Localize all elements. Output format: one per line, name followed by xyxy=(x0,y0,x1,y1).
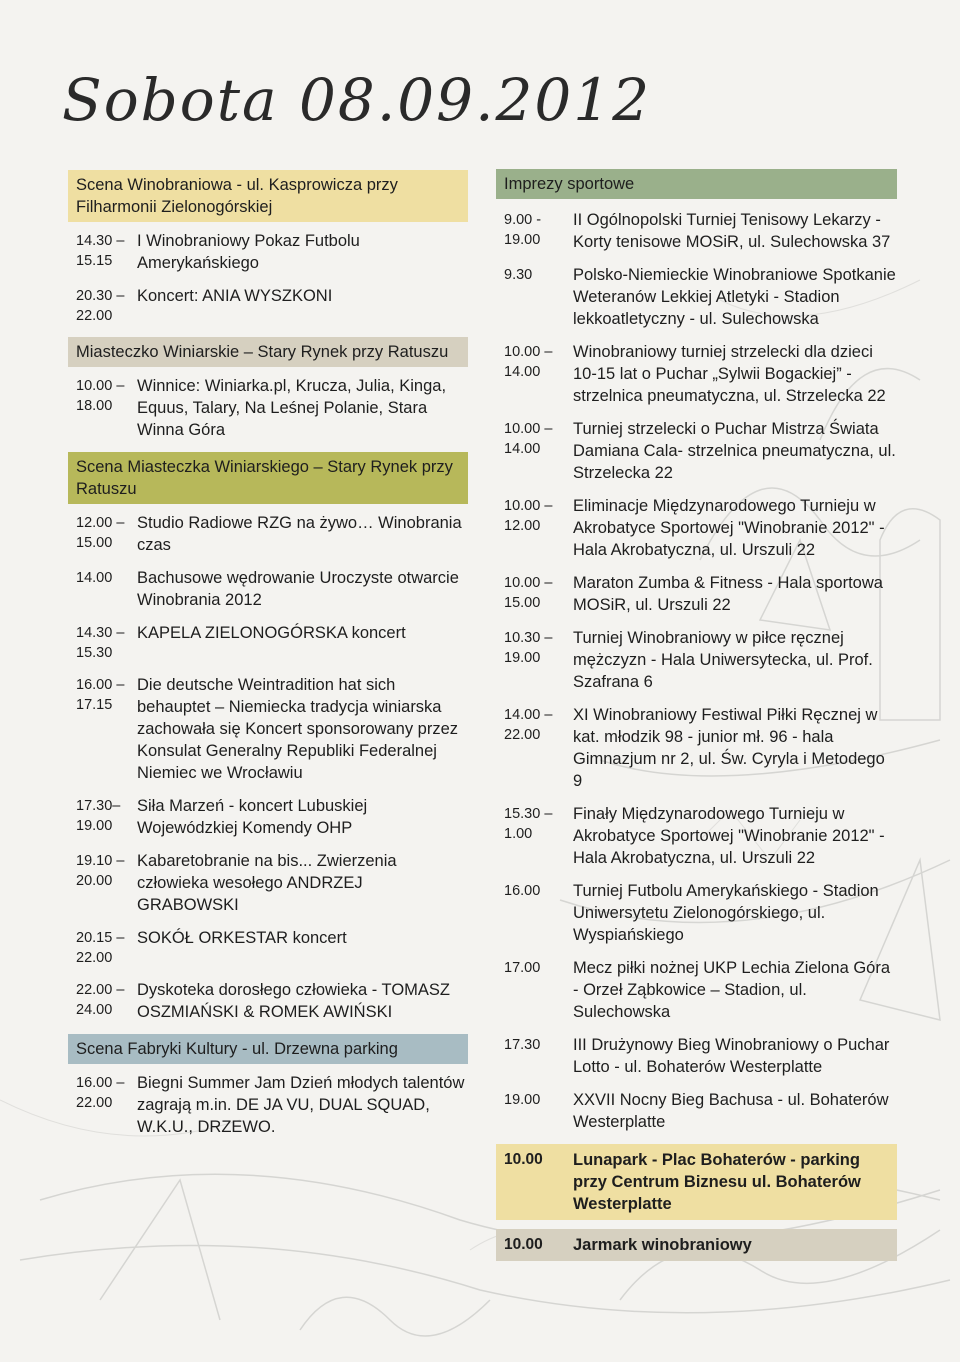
event-time-line: 22.00 xyxy=(76,308,113,324)
event-description: Die deutsche Weintradition hat sich behauptet – Niemiecka tradycja winiarska zachowała się Koncert sponsorowany przez Konsulat Generalny Republiki Federalnej Niemiec we Wrocławiu xyxy=(137,676,459,782)
event-time xyxy=(68,979,137,1023)
event-description: Polsko-Niemieckie Winobraniowe Spotkanie Weteranów Lekkiej Atletyki - Stadion lekkoatletyczny - ul. Sulechowska xyxy=(573,266,896,328)
event-description: III Drużynowy Bieg Winobraniowy o Puchar Lotto - ul. Bohaterów Westerplatte xyxy=(573,1036,890,1076)
event-row xyxy=(496,880,897,946)
event-time-line: 10.30 – xyxy=(504,630,553,646)
event-time-line: 10.00 – xyxy=(76,378,125,394)
event-time xyxy=(68,567,137,611)
event-time-line: 22.00 xyxy=(504,727,541,743)
event-row xyxy=(496,209,897,253)
event-time-line: 19.00 xyxy=(504,650,541,666)
event-time xyxy=(68,512,137,556)
event-time-line: 19.00 xyxy=(76,818,113,834)
section-header: Scena Fabryki Kultury - ul. Drzewna parking xyxy=(68,1034,468,1064)
event-time-line: 15.15 xyxy=(76,253,113,269)
highlight-time: 10.00 xyxy=(504,1151,543,1168)
event-row xyxy=(68,850,468,916)
event-row xyxy=(68,622,468,663)
event-time xyxy=(496,803,573,869)
event-description: Finały Międzynarodowego Turnieju w Akrobatyce Sportowej "Winobranie 2012" - Hala Akrobatyczna, ul. Urszuli 22 xyxy=(573,805,885,867)
event-row xyxy=(68,230,468,274)
event-time-line: 14.00 xyxy=(504,364,541,380)
left-column xyxy=(68,170,468,1149)
event-time xyxy=(496,1034,573,1078)
event-time-line: 16.00 – xyxy=(76,677,125,693)
event-time-line: 15.30 – xyxy=(504,806,553,822)
event-description: Eliminacje Międzynarodowego Turnieju w Akrobatyce Sportowej "Winobranie 2012" - Hala Akrobatyczna, ul. Urszuli 22 xyxy=(573,497,885,559)
event-time-line: 24.00 xyxy=(76,1002,113,1018)
event-row xyxy=(496,495,897,561)
event-time-line: 15.30 xyxy=(76,645,113,661)
event-time xyxy=(68,795,137,839)
event-row xyxy=(496,1089,897,1133)
event-row xyxy=(68,674,468,784)
event-time-line: 14.30 – xyxy=(76,625,125,641)
page-title: Sobota 08.09.2012 xyxy=(62,66,652,134)
event-time-line: 22.00 xyxy=(76,950,113,966)
event-time-line: 12.00 xyxy=(504,518,541,534)
event-time-line: 20.15 – xyxy=(76,930,125,946)
event-time xyxy=(68,927,137,968)
event-description: Bachusowe wędrowanie Uroczyste otwarcie Winobrania 2012 xyxy=(137,569,459,609)
event-time-line: 14.00 xyxy=(76,570,113,586)
event-time xyxy=(496,572,573,616)
event-time-line: 15.00 xyxy=(504,595,541,611)
event-description: Koncert: ANIA WYSZKONI xyxy=(137,287,333,305)
event-row xyxy=(496,704,897,792)
highlight-description: Jarmark winobraniowy xyxy=(573,1236,752,1254)
event-description: Biegni Summer Jam Dzień młodych talentów zagrają m.in. DE JA VU, DUAL SQUAD, W.K.U., DRZEWO. xyxy=(137,1074,465,1136)
event-row xyxy=(496,264,897,330)
event-description: Winobraniowy turniej strzelecki dla dzieci 10-15 lat o Puchar „Sylwii Bogackiej” - strzelnica pneumatyczna, ul. Strzelecka 22 xyxy=(573,343,886,405)
event-description: Winnice: Winiarka.pl, Krucza, Julia, Kinga, Equus, Talary, Na Leśnej Polanie, Stara Winna Góra xyxy=(137,377,447,439)
event-description: Kabaretobranie na bis... Zwierzenia człowieka wesołego ANDRZEJ GRABOWSKI xyxy=(137,852,397,914)
section-header: Miasteczko Winiarskie – Stary Rynek przy Ratuszu xyxy=(68,337,468,367)
event-row xyxy=(496,627,897,693)
event-time xyxy=(68,285,137,326)
highlight-row xyxy=(496,1144,897,1220)
event-time xyxy=(496,704,573,792)
event-row xyxy=(68,512,468,556)
event-time xyxy=(496,418,573,484)
event-time-line: 14.00 xyxy=(504,441,541,457)
event-time-line: 1.00 xyxy=(504,826,533,842)
event-time xyxy=(68,230,137,274)
event-row xyxy=(68,927,468,968)
right-column xyxy=(496,169,897,1270)
sports-header: Imprezy sportowe xyxy=(496,169,897,199)
highlight-row xyxy=(496,1229,897,1261)
event-time xyxy=(68,375,137,441)
event-time xyxy=(68,622,137,663)
event-time-line: 17.00 xyxy=(504,960,541,976)
event-time xyxy=(496,495,573,561)
event-time-line: 16.00 xyxy=(504,883,541,899)
event-description: KAPELA ZIELONOGÓRSKA koncert xyxy=(137,624,406,642)
highlight-description: Lunapark - Plac Bohaterów - parking przy Centrum Biznesu ul. Bohaterów Westerplatte xyxy=(573,1151,861,1213)
event-description: Maraton Zumba & Fitness - Hala sportowa MOSiR, ul. Urszuli 22 xyxy=(573,574,883,614)
event-description: II Ogólnopolski Turniej Tenisowy Lekarzy - Korty tenisowe MOSiR, ul. Sulechowska 37 xyxy=(573,211,891,251)
event-time xyxy=(496,341,573,407)
event-time xyxy=(68,850,137,916)
event-time-line: 19.00 xyxy=(504,1092,541,1108)
event-time-line: 22.00 xyxy=(76,1095,113,1111)
event-row xyxy=(496,418,897,484)
event-description: Studio Radiowe RZG na żywo… Winobrania czas xyxy=(137,514,462,554)
event-row xyxy=(496,572,897,616)
event-time-line: 17.30– xyxy=(76,798,121,814)
event-description: I Winobraniowy Pokaz Futbolu Amerykańskiego xyxy=(137,232,360,272)
event-row xyxy=(496,341,897,407)
event-time xyxy=(496,880,573,946)
event-row xyxy=(68,979,468,1023)
event-time-line: 10.00 – xyxy=(504,421,553,437)
event-time-line: 17.30 xyxy=(504,1037,541,1053)
event-time-line: 22.00 – xyxy=(76,982,125,998)
event-time-line: 18.00 xyxy=(76,398,113,414)
event-time-line: 9.00 - xyxy=(504,212,542,228)
event-row xyxy=(68,567,468,611)
sports-event-list xyxy=(496,199,897,1133)
event-description: Turniej Winobraniowy w piłce ręcznej mężczyzn - Hala Uniwersytecka, ul. Prof. Szafrana 6 xyxy=(573,629,873,691)
event-row xyxy=(68,1072,468,1138)
event-time-line: 10.00 – xyxy=(504,575,553,591)
section-header: Scena Winobraniowa - ul. Kasprowicza przy Filharmonii Zielonogórskiej xyxy=(68,170,468,222)
event-row xyxy=(496,1034,897,1078)
event-time-line: 15.00 xyxy=(76,535,113,551)
event-description: Turniej Futbolu Amerykańskiego - Stadion Uniwersytetu Zielonogórskiego, ul. Wyspiańskiego xyxy=(573,882,879,944)
event-row xyxy=(68,795,468,839)
event-row xyxy=(68,285,468,326)
event-time-line: 12.00 – xyxy=(76,515,125,531)
event-time-line: 10.00 – xyxy=(504,498,553,514)
event-time-line: 19.10 – xyxy=(76,853,125,869)
event-description: Turniej strzelecki o Puchar Mistrza Świata Damiana Cala- strzelnica pneumatyczna, ul. Strzelecka 22 xyxy=(573,420,896,482)
event-time-line: 10.00 – xyxy=(504,344,553,360)
event-time xyxy=(68,1072,137,1138)
event-row xyxy=(68,375,468,441)
event-time-line: 9.30 xyxy=(504,267,533,283)
event-description: XXVII Nocny Bieg Bachusa - ul. Bohaterów Westerplatte xyxy=(573,1091,889,1131)
event-description: Mecz piłki nożnej UKP Lechia Zielona Góra - Orzeł Ząbkowice – Stadion, ul. Sulechowska xyxy=(573,959,891,1021)
event-time xyxy=(68,674,137,784)
highlight-time: 10.00 xyxy=(504,1236,543,1253)
event-time xyxy=(496,627,573,693)
event-time xyxy=(496,264,573,330)
event-description: Siła Marzeń - koncert Lubuskiej Wojewódzkiej Komendy OHP xyxy=(137,797,368,837)
event-time xyxy=(496,1089,573,1133)
event-time xyxy=(496,209,573,253)
event-description: SOKÓŁ ORKESTAR koncert xyxy=(137,929,347,947)
event-description: Dyskoteka dorosłego człowieka - TOMASZ OSZMIAŃSKI & ROMEK AWIŃSKI xyxy=(137,981,451,1021)
event-time-line: 14.00 – xyxy=(504,707,553,723)
event-time-line: 17.15 xyxy=(76,697,113,713)
event-row xyxy=(496,957,897,1023)
event-time-line: 19.00 xyxy=(504,232,541,248)
event-time-line: 16.00 – xyxy=(76,1075,125,1091)
event-time-line: 20.00 xyxy=(76,873,113,889)
event-time-line: 14.30 – xyxy=(76,233,125,249)
event-time-line: 20.30 – xyxy=(76,288,125,304)
section-header: Scena Miasteczka Winiarskiego – Stary Rynek przy Ratuszu xyxy=(68,452,468,504)
event-description: XI Winobraniowy Festiwal Piłki Ręcznej w kat. młodzik 98 - junior mł. 96 - hala Gimnazjum nr 2, ul. Św. Cyryla i Metodego 9 xyxy=(573,706,885,790)
event-time xyxy=(496,957,573,1023)
event-row xyxy=(496,803,897,869)
